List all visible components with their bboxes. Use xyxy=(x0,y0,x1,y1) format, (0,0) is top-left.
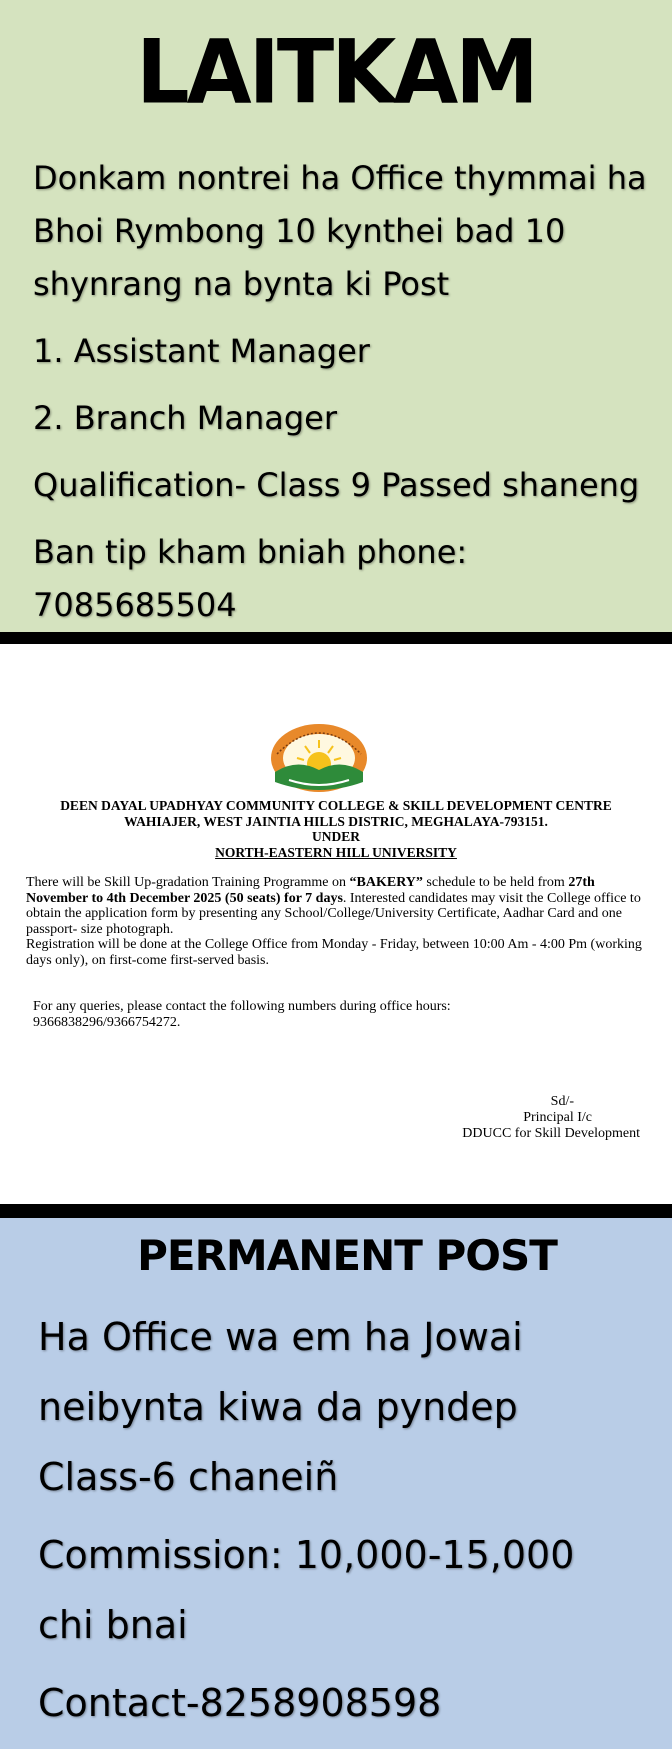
ad-line: Commission: 10,000-15,000 xyxy=(38,1533,575,1577)
notice-text: . Interested candidates may visit the College office to obtain the application form by presenting any School/College/University Certificate, Aadhar Card and one passport- size photograph. xyxy=(26,890,641,937)
ad-line: 2. Branch Manager xyxy=(33,399,338,437)
queries-text: For any queries, please contact the following numbers during office hours: xyxy=(33,999,451,1014)
university-name: NORTH-EASTERN HILL UNIVERSITY xyxy=(215,844,457,860)
notice-text: schedule to be held from xyxy=(422,875,569,890)
ad-line: Ha Office wa em ha Jowai xyxy=(38,1315,523,1359)
under-label: UNDER xyxy=(311,829,360,844)
notice-text: There will be Skill Up-gradation Training Programme on xyxy=(26,875,350,890)
ad-body xyxy=(38,1302,658,1738)
program-name: “BAKERY” xyxy=(349,875,423,890)
permanent-post-ad xyxy=(0,1218,672,1749)
ad-line: Donkam nontrei ha Office thymmai ha xyxy=(33,159,647,197)
university-logo-icon xyxy=(267,718,371,794)
laitkam-ad xyxy=(0,0,672,632)
signature-title: Principal I/c xyxy=(523,1110,592,1125)
institution-header xyxy=(0,798,672,860)
ad-line: shynrang na bynta ki Post xyxy=(33,265,450,303)
divider xyxy=(0,1204,672,1218)
queries-block xyxy=(33,999,633,1031)
ad-line: Class-6 chaneiñ xyxy=(38,1455,339,1499)
ad-title: PERMANENT POST xyxy=(137,1231,557,1280)
ad-line: 1. Assistant Manager xyxy=(33,332,370,370)
college-notice xyxy=(0,644,672,1204)
ad-line: Contact-8258908598 xyxy=(38,1681,442,1725)
ad-line: Bhoi Rymbong 10 kynthei bad 10 xyxy=(33,212,566,250)
program-dates: 27th November to 4th December 2025 (50 seats) for 7 days xyxy=(26,875,595,906)
institution-name: DEEN DAYAL UPADHYAY COMMUNITY COLLEGE & SKILL DEVELOPMENT CENTRE xyxy=(60,798,612,813)
ad-line: Ban tip kham bniah phone: xyxy=(33,533,468,571)
notice-paragraph-2: Registration will be done at the College Office from Monday - Friday, between 10:00 Am - 4:00 Pm (working days only), on first-come first-served basis. xyxy=(26,937,642,968)
notice-paragraph-1 xyxy=(26,875,652,937)
institution-address: WAHIAJER, WEST JAINTIA HILLS DISTRIC, MEGHALAYA-793151. xyxy=(124,813,548,829)
ad-line: chi bnai xyxy=(38,1603,188,1647)
ad-line: 7085685504 xyxy=(33,586,237,624)
ad-title: LAITKAM xyxy=(136,20,536,124)
notice-body xyxy=(26,875,652,968)
divider xyxy=(0,632,672,644)
ad-body xyxy=(33,152,653,632)
signature-block xyxy=(420,1094,640,1142)
signature-sd: Sd/- xyxy=(550,1094,574,1109)
ad-line: neibynta kiwa da pyndep xyxy=(38,1385,518,1429)
signature-org: DDUCC for Skill Development xyxy=(462,1126,640,1141)
phone-numbers: 9366838296/9366754272. xyxy=(33,1015,181,1030)
ad-line: Qualification- Class 9 Passed shaneng xyxy=(33,466,640,504)
